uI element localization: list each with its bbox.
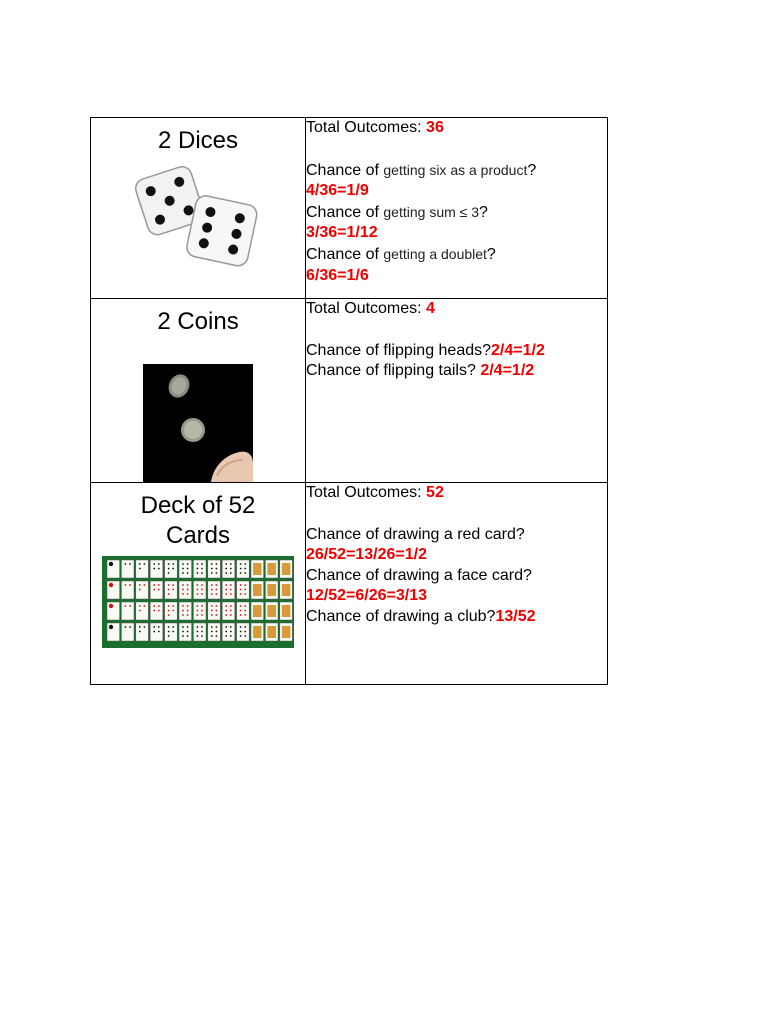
card-pip (129, 605, 131, 607)
card-pip (244, 568, 246, 570)
card-pip (201, 635, 203, 637)
card-pip (187, 563, 189, 565)
dice-cell (91, 118, 306, 299)
card-pip (240, 563, 242, 565)
card-pip (201, 626, 203, 628)
card-pip (153, 626, 155, 628)
card-pip (216, 563, 218, 565)
card-pip (230, 614, 232, 616)
total-value: 52 (426, 484, 444, 501)
card-pip (139, 568, 141, 570)
card-pip (240, 584, 242, 586)
answer: 26/52=13/26=1/2 (306, 546, 428, 564)
playing-card (179, 623, 192, 641)
answer: 13/52 (495, 607, 536, 625)
question-suffix: ? (479, 203, 488, 221)
card-pip (216, 568, 218, 570)
playing-card (121, 623, 134, 641)
card-pip (187, 635, 189, 637)
card-pip (139, 626, 141, 628)
question (306, 607, 607, 628)
card-pip (225, 614, 227, 616)
playing-card (208, 602, 221, 620)
card-pip (211, 584, 213, 586)
card-pip (230, 631, 232, 633)
coins-cell (91, 299, 306, 483)
card-pip (216, 584, 218, 586)
playing-card (107, 623, 120, 641)
card-pip (197, 563, 199, 565)
playing-card (121, 602, 134, 620)
answer: 6/36=1/6 (306, 266, 369, 284)
card-pip (153, 589, 155, 591)
playing-card (150, 560, 163, 578)
card-pip (197, 631, 199, 633)
table-row (91, 483, 608, 685)
table-row (91, 118, 608, 299)
question-prefix: Chance of (306, 245, 384, 263)
card-pip (240, 626, 242, 628)
cards-title-line1: Deck of 52 (140, 492, 256, 519)
card-pip (225, 568, 227, 570)
card-pip (172, 584, 174, 586)
playing-card (150, 602, 163, 620)
cards-title (91, 491, 305, 551)
total-outcomes (306, 299, 607, 320)
card-pip (201, 572, 203, 574)
card-pip (153, 568, 155, 570)
card-pip (187, 626, 189, 628)
card-pip (168, 563, 170, 565)
card-pip (201, 631, 203, 633)
card-pip (168, 626, 170, 628)
card-pip (187, 568, 189, 570)
coin-flip-icon (143, 364, 253, 482)
card-pip (201, 593, 203, 595)
playing-card (165, 623, 178, 641)
playing-card (222, 581, 235, 599)
card-pip (158, 605, 160, 607)
card-pip (197, 605, 199, 607)
playing-card (193, 623, 206, 641)
playing-card (237, 581, 250, 599)
card-pip (187, 589, 189, 591)
card-pip (225, 635, 227, 637)
question (306, 160, 607, 182)
card-pip (139, 610, 141, 612)
card-pip (197, 572, 199, 574)
card-pip (211, 631, 213, 633)
card-pip (201, 589, 203, 591)
face-card-art (253, 563, 262, 575)
question-text: Chance of flipping tails? (306, 362, 481, 380)
playing-card (165, 560, 178, 578)
card-pip (240, 610, 242, 612)
total-outcomes (306, 483, 607, 504)
card-pip (240, 631, 242, 633)
card-pip (158, 563, 160, 565)
total-value: 36 (426, 119, 444, 136)
card-pip (211, 635, 213, 637)
playing-card (208, 581, 221, 599)
card-pip (211, 610, 213, 612)
card-pip (244, 563, 246, 565)
card-pip (240, 635, 242, 637)
playing-card (193, 560, 206, 578)
playing-card (193, 581, 206, 599)
card-pip (216, 614, 218, 616)
playing-card (208, 623, 221, 641)
cards-title-line2: Cards (165, 522, 231, 549)
card-pip (240, 572, 242, 574)
question-suffix: ? (527, 161, 537, 179)
card-pip (187, 572, 189, 574)
card-pip (129, 626, 131, 628)
card-pip (125, 563, 127, 565)
card-pip (139, 631, 141, 633)
probability-table (90, 117, 608, 685)
card-pip (225, 584, 227, 586)
playing-card (222, 623, 235, 641)
face-card-art (282, 605, 291, 617)
card-pip (182, 572, 184, 574)
card-pip (230, 584, 232, 586)
card-pip (211, 593, 213, 595)
card-pip (211, 568, 213, 570)
question-text: Chance of flipping heads? (306, 341, 492, 359)
card-pip (172, 589, 174, 591)
card-pip (187, 605, 189, 607)
card-pip (216, 631, 218, 633)
card-pip (225, 593, 227, 595)
card-pip (129, 563, 131, 565)
card-pip (216, 593, 218, 595)
total-label: Total Outcomes: (306, 300, 427, 317)
playing-card (179, 581, 192, 599)
card-pip (172, 605, 174, 607)
card-pip (158, 589, 160, 591)
card-pip (240, 614, 242, 616)
card-pip (244, 626, 246, 628)
card-pip (197, 584, 199, 586)
card-pip (211, 605, 213, 607)
card-pip (158, 626, 160, 628)
card-pip (168, 635, 170, 637)
face-card-art (253, 605, 262, 617)
face-card-art (267, 626, 276, 638)
card-pip (109, 583, 113, 587)
card-pip (139, 563, 141, 565)
card-pip (225, 572, 227, 574)
card-pip (244, 605, 246, 607)
total-outcomes (306, 118, 607, 139)
card-pip (216, 605, 218, 607)
card-pip (225, 626, 227, 628)
face-card-art (282, 584, 291, 596)
playing-card (179, 560, 192, 578)
card-pip (125, 605, 127, 607)
card-pip (144, 605, 146, 607)
card-pip (182, 635, 184, 637)
card-pip (244, 610, 246, 612)
question (306, 244, 607, 266)
card-pip (216, 626, 218, 628)
answer: 4/36=1/9 (306, 182, 369, 200)
playing-card (107, 581, 120, 599)
card-pip (153, 584, 155, 586)
card-pip (129, 584, 131, 586)
playing-card (237, 623, 250, 641)
card-pip (125, 584, 127, 586)
coins-title: 2 Coins (157, 308, 239, 335)
question: Chance of drawing a face card? (306, 566, 532, 584)
face-card-art (267, 563, 276, 575)
card-pip (139, 589, 141, 591)
card-pip (225, 631, 227, 633)
dice-details (306, 118, 608, 299)
card-pip (230, 563, 232, 565)
playing-card (179, 602, 192, 620)
face-card-art (267, 584, 276, 596)
card-pip (197, 635, 199, 637)
card-pip (216, 572, 218, 574)
card-pip (187, 610, 189, 612)
playing-card (150, 623, 163, 641)
card-pip (153, 610, 155, 612)
card-pip (244, 584, 246, 586)
card-pip (225, 605, 227, 607)
card-pip (244, 614, 246, 616)
card-pip (187, 614, 189, 616)
card-pip (168, 584, 170, 586)
playing-card (121, 560, 134, 578)
card-pip (153, 605, 155, 607)
card-pip (109, 625, 113, 629)
question-prefix: Chance of (306, 203, 384, 221)
question (306, 361, 607, 382)
card-pip (201, 568, 203, 570)
card-pip (201, 563, 203, 565)
card-pip (125, 626, 127, 628)
question-detail: getting a doublet (383, 245, 487, 262)
face-card-art (253, 626, 262, 638)
playing-card (136, 602, 149, 620)
card-pip (211, 589, 213, 591)
coins-details (306, 299, 608, 483)
card-pip (168, 631, 170, 633)
card-pip (216, 589, 218, 591)
card-pip (230, 626, 232, 628)
card-pip (230, 635, 232, 637)
card-pip (168, 572, 170, 574)
card-pip (187, 631, 189, 633)
card-pip (211, 614, 213, 616)
cards-cell (91, 483, 306, 685)
card-pip (244, 589, 246, 591)
card-pip (230, 593, 232, 595)
card-pip (240, 568, 242, 570)
playing-card (237, 560, 250, 578)
total-value: 4 (426, 300, 435, 317)
card-pip (197, 568, 199, 570)
card-pip (168, 589, 170, 591)
card-pip (182, 563, 184, 565)
card-pip (168, 614, 170, 616)
answer: 3/36=1/12 (306, 224, 378, 242)
total-label: Total Outcomes: (306, 484, 427, 501)
card-pip (197, 614, 199, 616)
card-pip (153, 631, 155, 633)
card-pip (240, 589, 242, 591)
card-pip (211, 563, 213, 565)
card-pip (158, 631, 160, 633)
card-pip (182, 589, 184, 591)
card-pip (182, 610, 184, 612)
playing-card (165, 602, 178, 620)
card-pip (139, 605, 141, 607)
card-pip (240, 593, 242, 595)
question-detail: getting six as a product (383, 161, 528, 178)
card-pip (144, 584, 146, 586)
face-card-art (267, 605, 276, 617)
total-label: Total Outcomes: (306, 119, 427, 136)
card-pip (168, 605, 170, 607)
card-deck-icon (102, 556, 294, 648)
cards-details (306, 483, 608, 685)
playing-card (222, 560, 235, 578)
card-pip (201, 614, 203, 616)
card-pip (153, 563, 155, 565)
question-prefix: Chance of (306, 161, 384, 179)
answer: 2/4=1/2 (480, 362, 535, 380)
card-pip (244, 572, 246, 574)
card-pip (168, 568, 170, 570)
dice-title: 2 Dices (157, 127, 239, 154)
card-pip (182, 584, 184, 586)
question-text: Chance of drawing a club? (306, 607, 496, 625)
question-detail: getting sum ≤ 3 (383, 203, 480, 220)
playing-card (136, 623, 149, 641)
card-pip (144, 626, 146, 628)
card-pip (182, 605, 184, 607)
card-pip (172, 631, 174, 633)
card-pip (225, 610, 227, 612)
playing-card (121, 581, 134, 599)
card-pip (201, 584, 203, 586)
card-pip (158, 568, 160, 570)
playing-card (193, 602, 206, 620)
playing-card (222, 602, 235, 620)
playing-card (208, 560, 221, 578)
card-pip (172, 610, 174, 612)
playing-card (136, 560, 149, 578)
face-card-art (282, 563, 291, 575)
card-pip (172, 568, 174, 570)
card-pip (211, 626, 213, 628)
card-pip (158, 610, 160, 612)
card-pip (230, 605, 232, 607)
question (306, 202, 607, 224)
card-pip (168, 593, 170, 595)
question-suffix: ? (486, 245, 496, 263)
dice-icon (133, 160, 263, 268)
card-pip (197, 610, 199, 612)
card-pip (225, 589, 227, 591)
answer: 12/52=6/26=3/13 (306, 587, 428, 605)
card-pip (201, 605, 203, 607)
question (306, 341, 607, 362)
card-pip (187, 593, 189, 595)
card-pip (197, 593, 199, 595)
card-pip (230, 589, 232, 591)
playing-card (107, 560, 120, 578)
question: Chance of drawing a red card? (306, 525, 525, 543)
playing-card (165, 581, 178, 599)
card-pip (244, 593, 246, 595)
card-pip (182, 593, 184, 595)
card-pip (244, 631, 246, 633)
card-pip (158, 584, 160, 586)
card-pip (216, 635, 218, 637)
card-pip (225, 563, 227, 565)
card-pip (139, 584, 141, 586)
card-pip (197, 589, 199, 591)
card-pip (182, 568, 184, 570)
card-pip (182, 614, 184, 616)
card-pip (172, 563, 174, 565)
answer: 2/4=1/2 (491, 341, 545, 359)
face-card-art (282, 626, 291, 638)
card-pip (109, 604, 113, 608)
card-pip (201, 610, 203, 612)
card-pip (230, 572, 232, 574)
card-pip (182, 631, 184, 633)
card-pip (244, 635, 246, 637)
card-pip (168, 610, 170, 612)
playing-card (136, 581, 149, 599)
card-pip (230, 610, 232, 612)
card-pip (240, 605, 242, 607)
table-row (91, 299, 608, 483)
card-pip (197, 626, 199, 628)
playing-card (107, 602, 120, 620)
face-card-art (253, 584, 262, 596)
card-pip (216, 610, 218, 612)
card-pip (230, 568, 232, 570)
card-pip (144, 563, 146, 565)
card-pip (211, 572, 213, 574)
card-pip (187, 584, 189, 586)
card-pip (182, 626, 184, 628)
card-pip (109, 562, 113, 566)
playing-card (150, 581, 163, 599)
card-pip (172, 626, 174, 628)
playing-card (237, 602, 250, 620)
